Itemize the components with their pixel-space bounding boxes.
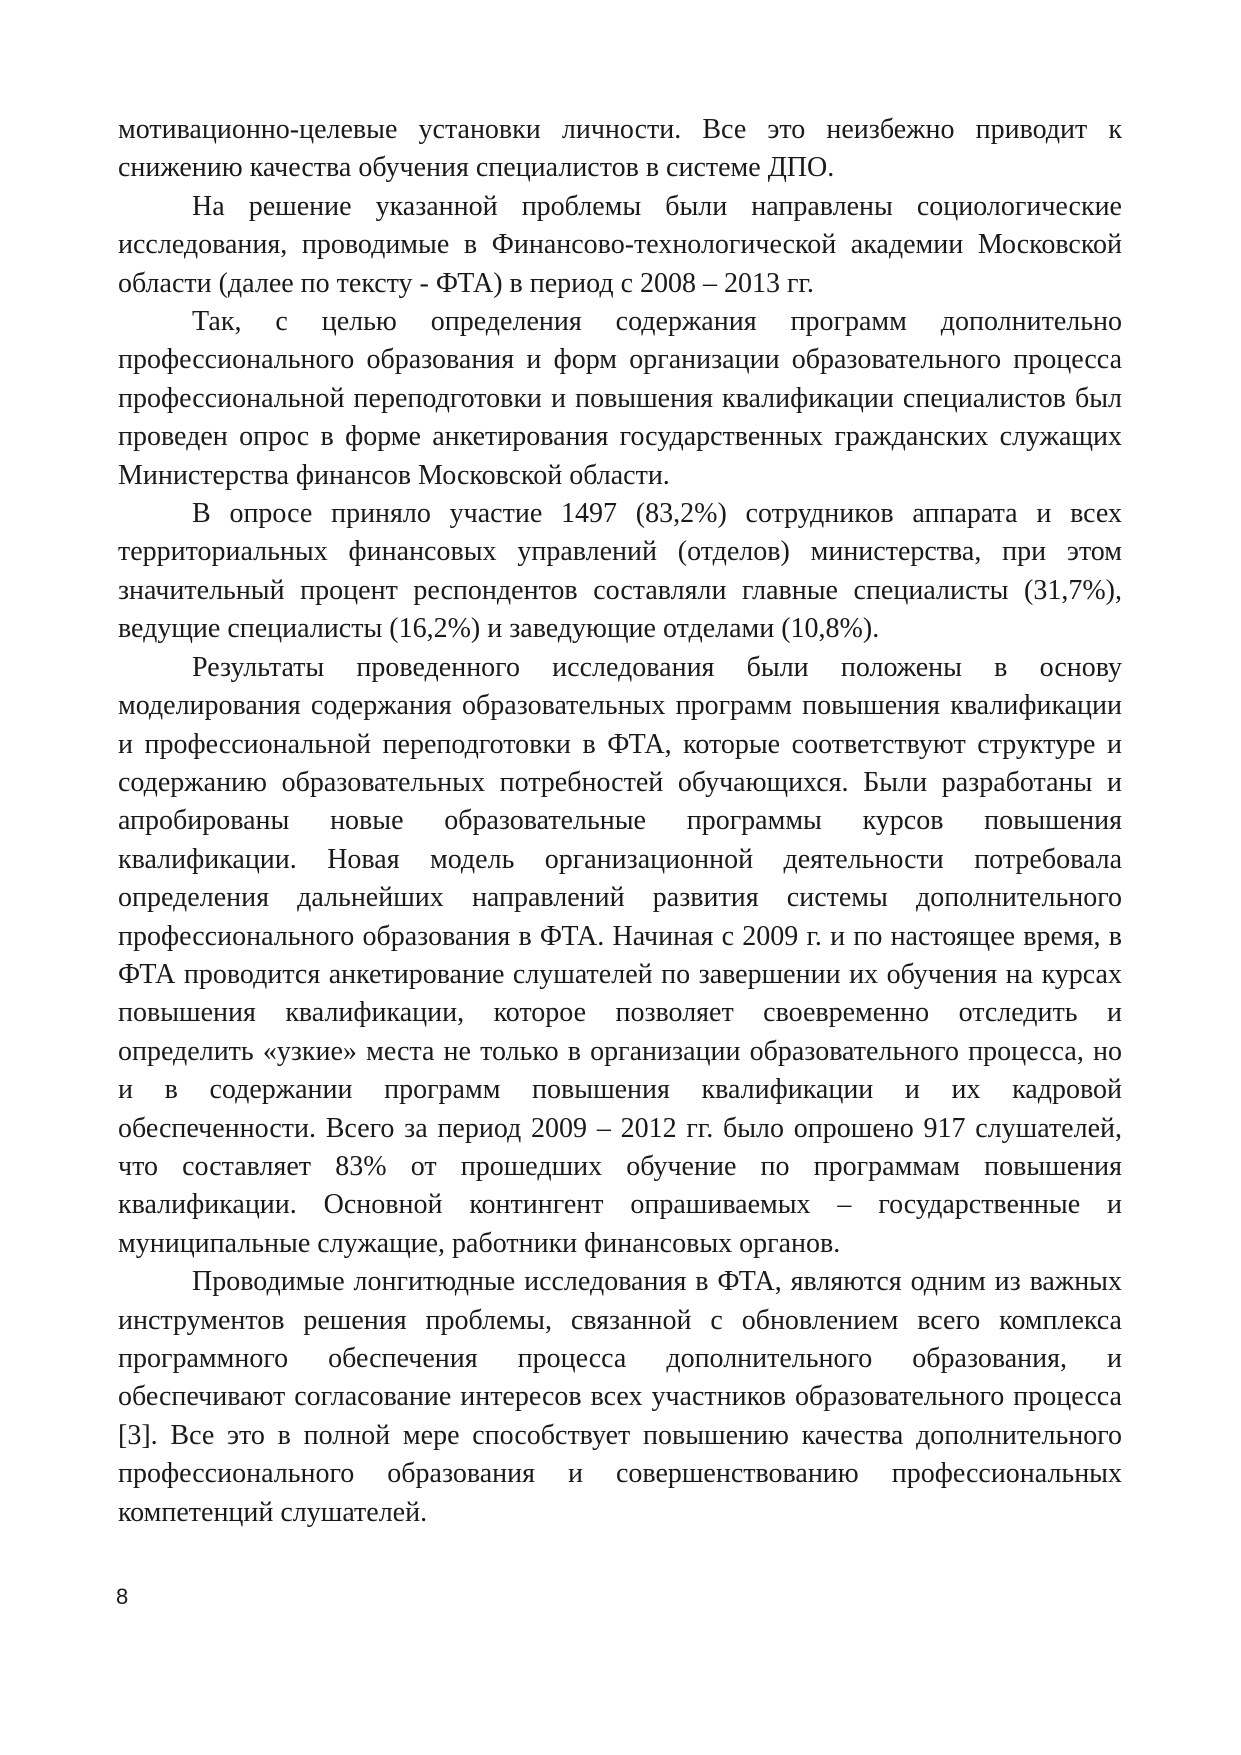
paragraph-conclusion: Проводимые лонгитюдные исследования в ФТА, являются одним из важных инструментов решения проблемы, связанной с обновлением всего комплекса программного обеспечения процесса дополнительного образования, и обеспечивают согласование интересов всех участников образовательного процесса [3]. Все это в полной мере способствует повышению качества дополнительного профессионального образования и совершенствованию профессиональных компетенций слушателей. bbox=[118, 1266, 1122, 1528]
page-number: 8 bbox=[116, 1584, 129, 1609]
paragraph-continuation: мотивационно-целевые установки личности. Все это неизбежно приводит к снижению качества обучения специалистов в системе ДПО. bbox=[118, 114, 1122, 184]
paragraph-research-results: Результаты проведенного исследования были положены в основу моделирования содержания образовательных программ повышения квалификации и профессиональной переподготовки в ФТА, которые соответствуют структуре и содержанию образовательных потребностей обучающихся. Были разработаны и апробированы новые образовательные программы курсов повышения квалификации. Новая модель организационной деятельности потребовала определения дальнейших направлений развития системы дополнительного профессионального образования в ФТА. Начиная с 2009 г. и по настоящее время, в ФТА проводится анкетирование слушателей по завершении их обучения на курсах повышения квалификации, которое позволяет своевременно отследить и определить «узкие» места не только в организации образовательного процесса, но и в содержании программ повышения квалификации и их кадровой обеспеченности. Всего за период 2009 – 2012 гг. было опрошено 917 слушателей, что составляет 83% от прошедших обучение по программам повышения квалификации. Основной контингент опрашиваемых – государственные и муниципальные служащие, работники финансовых органов. bbox=[118, 651, 1122, 1259]
paragraph-survey-purpose: Так, с целью определения содержания программ дополнительно профессионального образования и форм организации образовательного процесса профессиональной переподготовки и повышения квалификации специалистов был проведен опрос в форме анкетирования государственных гражданских служащих Министерства финансов Московской области. bbox=[118, 306, 1122, 491]
paragraph-survey-participants: В опросе приняло участие 1497 (83,2%) сотрудников аппарата и всех территориальных финансовых управлений (отделов) министерства, при этом значительный процент респондентов составляли главные специалисты (31,7%), ведущие специалисты (16,2%) и заведующие отделами (10,8%). bbox=[118, 498, 1122, 645]
body-text bbox=[118, 111, 1122, 1532]
paragraph-research-intro: На решение указанной проблемы были направлены социологические исследования, проводимые в Финансово-технологической академии Московской области (далее по тексту - ФТА) в период с 2008 – 2013 гг. bbox=[118, 190, 1122, 299]
